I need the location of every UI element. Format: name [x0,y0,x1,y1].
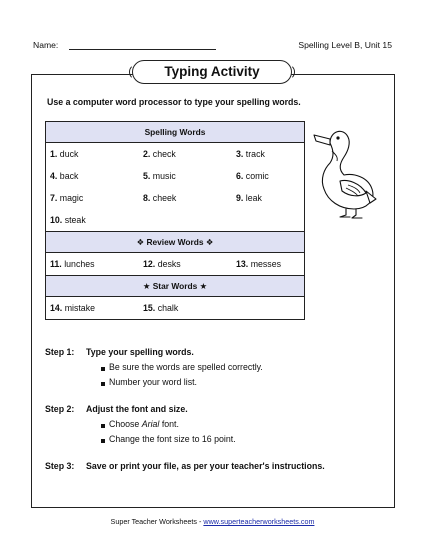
word-item: 2. check [143,149,176,159]
name-label: Name: [33,40,59,50]
step-2-bullet: Choose Arial font. [45,419,375,434]
step-2-bullet: Change the font size to 16 point. [45,434,375,449]
spelling-words-heading: Spelling Words [46,122,304,143]
word-item: 14. mistake [50,303,95,313]
steps-section [45,347,375,476]
word-item: 6. comic [236,171,269,181]
word-row [46,165,304,187]
word-item: 9. leak [236,193,262,203]
word-item: 8. cheek [143,193,177,203]
unit-label: Spelling Level B, Unit 15 [298,40,392,50]
word-row [46,143,304,165]
word-item: 4. back [50,171,79,181]
word-item: 13. messes [236,259,281,269]
star-words-heading: ★ Star Words ★ [46,275,304,297]
duck-illustration [310,121,378,219]
footer-link[interactable]: www.superteacherworksheets.com [203,517,315,526]
word-item: 7. magic [50,193,84,203]
word-item: 11. lunches [50,259,95,269]
word-item: 5. music [143,171,176,181]
review-words-heading: ❖ Review Words ❖ [46,231,304,253]
word-row [46,187,304,209]
word-item: 12. desks [143,259,181,269]
word-item: 10. steak [50,215,86,225]
step-1-bullet: Number your word list. [45,377,375,392]
page-title: Typing Activity [132,60,292,84]
spelling-words-table [45,121,305,320]
word-row [46,297,304,319]
step-2: Step 2: Adjust the font and size. [45,404,188,414]
step-1: Step 1: Type your spelling words. [45,347,194,357]
word-row [46,253,304,275]
word-item: 1. duck [50,149,79,159]
word-item: 3. track [236,149,265,159]
footer: Super Teacher Worksheets - www.superteacherworksheets.com [110,517,315,526]
name-blank-line[interactable] [69,49,216,50]
word-row [46,209,304,231]
instruction-text: Use a computer word processor to type your spelling words. [47,97,301,107]
step-3: Step 3: Save or print your file, as per your teacher's instructions. [45,461,325,471]
word-item: 15. chalk [143,303,179,313]
step-1-bullet: Be sure the words are spelled correctly. [45,362,375,377]
worksheet-header [33,40,392,54]
